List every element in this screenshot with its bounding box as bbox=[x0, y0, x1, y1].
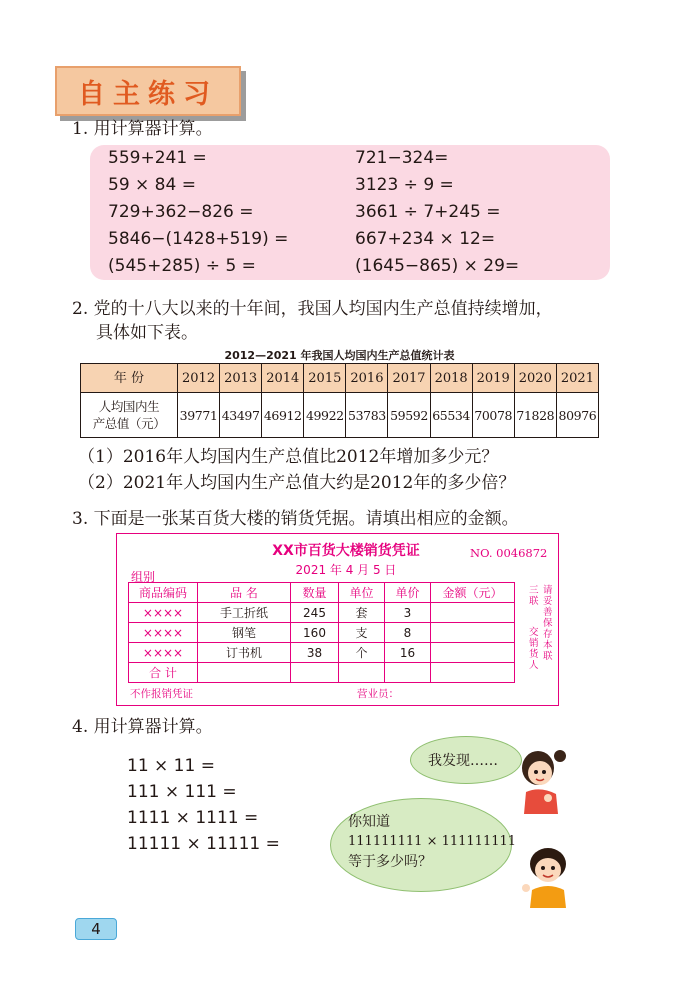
gdp-table bbox=[80, 363, 599, 438]
q3-prompt: 3. 下面是一张某百货大楼的销货凭据。请填出相应的金额。 bbox=[72, 509, 519, 529]
receipt-empty-cell bbox=[339, 663, 385, 683]
receipt-unit: 支 bbox=[339, 623, 385, 643]
gdp-year-cell: 2016 bbox=[346, 364, 388, 393]
gdp-table-year-row bbox=[81, 364, 599, 393]
receipt-header-cell: 金额（元） bbox=[431, 583, 515, 603]
receipt-side-text-2: 交销货人 bbox=[529, 627, 539, 671]
q2-prompt-line2: 具体如下表。 bbox=[96, 323, 198, 343]
receipt-empty-cell bbox=[291, 663, 339, 683]
receipt-empty-cell bbox=[198, 663, 291, 683]
receipt-header-row bbox=[129, 583, 515, 603]
gdp-value-cell: 49922 bbox=[304, 393, 346, 438]
gdp-row-label-value-line1: 人均国内生 bbox=[98, 399, 160, 414]
receipt-group-label: 组别 bbox=[131, 570, 156, 584]
q2-prompt-line1: 2. 党的十八大以来的十年间，我国人均国内生产总值持续增加， bbox=[72, 299, 553, 319]
bubble2-line3: 等于多少吗？ bbox=[348, 854, 432, 870]
gdp-year-cell: 2012 bbox=[178, 364, 220, 393]
gdp-row-label-value bbox=[81, 393, 178, 438]
receipt-side-text-1: 三联 bbox=[529, 585, 539, 607]
page-number: 4 bbox=[75, 918, 117, 940]
receipt-unit-price: 3 bbox=[385, 603, 431, 623]
q4-expr-2: 111 × 111 = bbox=[127, 782, 237, 802]
gdp-year-cell: 2013 bbox=[220, 364, 262, 393]
receipt-table bbox=[128, 582, 515, 683]
boy-character-illustration bbox=[518, 844, 578, 908]
receipt-quantity: 160 bbox=[291, 623, 339, 643]
bubble2-line2: 111111111 × 111111111 bbox=[348, 834, 517, 849]
gdp-year-cell: 2017 bbox=[388, 364, 430, 393]
q1-expr-right-2: 3123 ÷ 9 = bbox=[355, 175, 454, 195]
gdp-year-cell: 2021 bbox=[556, 364, 598, 393]
gdp-value-cell: 71828 bbox=[514, 393, 556, 438]
q1-expr-left-5: (545+285) ÷ 5 = bbox=[108, 256, 256, 276]
gdp-value-cell: 46912 bbox=[262, 393, 304, 438]
receipt-date: 2021 年 4 月 5 日 bbox=[295, 563, 397, 577]
q2-sub2: （2）2021年人均国内生产总值大约是2012年的多少倍？ bbox=[78, 473, 516, 493]
receipt-amount-blank[interactable] bbox=[431, 603, 515, 623]
receipt-quantity: 38 bbox=[291, 643, 339, 663]
receipt-code: ×××× bbox=[129, 623, 198, 643]
receipt-header-cell: 商品编码 bbox=[129, 583, 198, 603]
receipt-unit-price: 16 bbox=[385, 643, 431, 663]
receipt-unit: 个 bbox=[339, 643, 385, 663]
receipt-total-label: 合 计 bbox=[129, 663, 198, 683]
receipt-unit: 套 bbox=[339, 603, 385, 623]
gdp-table-title: 2012—2021 年我国人均国内生产总值统计表 bbox=[224, 349, 455, 362]
q1-prompt: 1. 用计算器计算。 bbox=[72, 119, 213, 139]
gdp-value-cell: 65534 bbox=[430, 393, 472, 438]
gdp-value-cell: 43497 bbox=[220, 393, 262, 438]
receipt-title: XX市百货大楼销货凭证 bbox=[272, 543, 420, 559]
receipt-number: NO. 0046872 bbox=[470, 546, 548, 560]
receipt-item-name: 订书机 bbox=[198, 643, 291, 663]
gdp-year-cell: 2014 bbox=[262, 364, 304, 393]
girl-character-illustration bbox=[518, 748, 574, 814]
gdp-row-label-year: 年 份 bbox=[81, 364, 178, 393]
q1-expr-left-4: 5846−(1428+519) = bbox=[108, 229, 289, 249]
receipt-header-cell: 单价 bbox=[385, 583, 431, 603]
receipt-total-row bbox=[129, 663, 515, 683]
receipt-item-name: 钢笔 bbox=[198, 623, 291, 643]
gdp-year-cell: 2018 bbox=[430, 364, 472, 393]
receipt-item-row bbox=[129, 643, 515, 663]
bubble1-text: 我发现…… bbox=[428, 753, 498, 769]
receipt-amount-blank[interactable] bbox=[431, 643, 515, 663]
gdp-value-cell: 70078 bbox=[472, 393, 514, 438]
receipt-side-text-3: 请妥善保存本联 bbox=[543, 585, 553, 662]
receipt-unit-price: 8 bbox=[385, 623, 431, 643]
section-title: 自主练习 bbox=[78, 78, 218, 110]
bubble2-text bbox=[348, 812, 516, 872]
receipt-header-cell: 单位 bbox=[339, 583, 385, 603]
receipt-empty-cell bbox=[385, 663, 431, 683]
gdp-value-cell: 59592 bbox=[388, 393, 430, 438]
gdp-value-cell: 39771 bbox=[178, 393, 220, 438]
gdp-value-cell: 53783 bbox=[346, 393, 388, 438]
gdp-year-cell: 2015 bbox=[304, 364, 346, 393]
receipt-code: ×××× bbox=[129, 603, 198, 623]
section-title-banner bbox=[55, 66, 241, 116]
q1-expr-right-1: 721−324= bbox=[355, 148, 449, 168]
receipt-footer-left: 不作报销凭证 bbox=[130, 688, 193, 700]
receipt-item-name: 手工折纸 bbox=[198, 603, 291, 623]
receipt-total-amount-blank[interactable] bbox=[431, 663, 515, 683]
q4-expr-3: 1111 × 1111 = bbox=[127, 808, 259, 828]
q1-expr-left-1: 559+241 = bbox=[108, 148, 207, 168]
receipt-header-cell: 品 名 bbox=[198, 583, 291, 603]
gdp-table-value-row bbox=[81, 393, 599, 438]
q1-expr-right-5: (1645−865) × 29= bbox=[355, 256, 520, 276]
gdp-value-cell: 80976 bbox=[556, 393, 598, 438]
receipt-amount-blank[interactable] bbox=[431, 623, 515, 643]
receipt-footer-right: 营业员： bbox=[357, 688, 399, 700]
q4-expr-4: 11111 × 11111 = bbox=[127, 834, 280, 854]
bubble2-line1: 你知道 bbox=[348, 814, 390, 830]
gdp-year-cell: 2019 bbox=[472, 364, 514, 393]
q1-expr-left-3: 729+362−826 = bbox=[108, 202, 254, 222]
receipt-code: ×××× bbox=[129, 643, 198, 663]
receipt-header-cell: 数量 bbox=[291, 583, 339, 603]
gdp-row-label-value-line2: 产总值（元） bbox=[92, 416, 166, 431]
q1-expr-right-3: 3661 ÷ 7+245 = bbox=[355, 202, 501, 222]
receipt-item-row bbox=[129, 623, 515, 643]
q1-expr-right-4: 667+234 × 12= bbox=[355, 229, 496, 249]
q4-expr-1: 11 × 11 = bbox=[127, 756, 215, 776]
q2-sub1: （1）2016年人均国内生产总值比2012年增加多少元？ bbox=[78, 447, 499, 467]
receipt-quantity: 245 bbox=[291, 603, 339, 623]
receipt-item-row bbox=[129, 603, 515, 623]
gdp-year-cell: 2020 bbox=[514, 364, 556, 393]
q4-prompt: 4. 用计算器计算。 bbox=[72, 717, 213, 737]
q1-expr-left-2: 59 × 84 = bbox=[108, 175, 196, 195]
